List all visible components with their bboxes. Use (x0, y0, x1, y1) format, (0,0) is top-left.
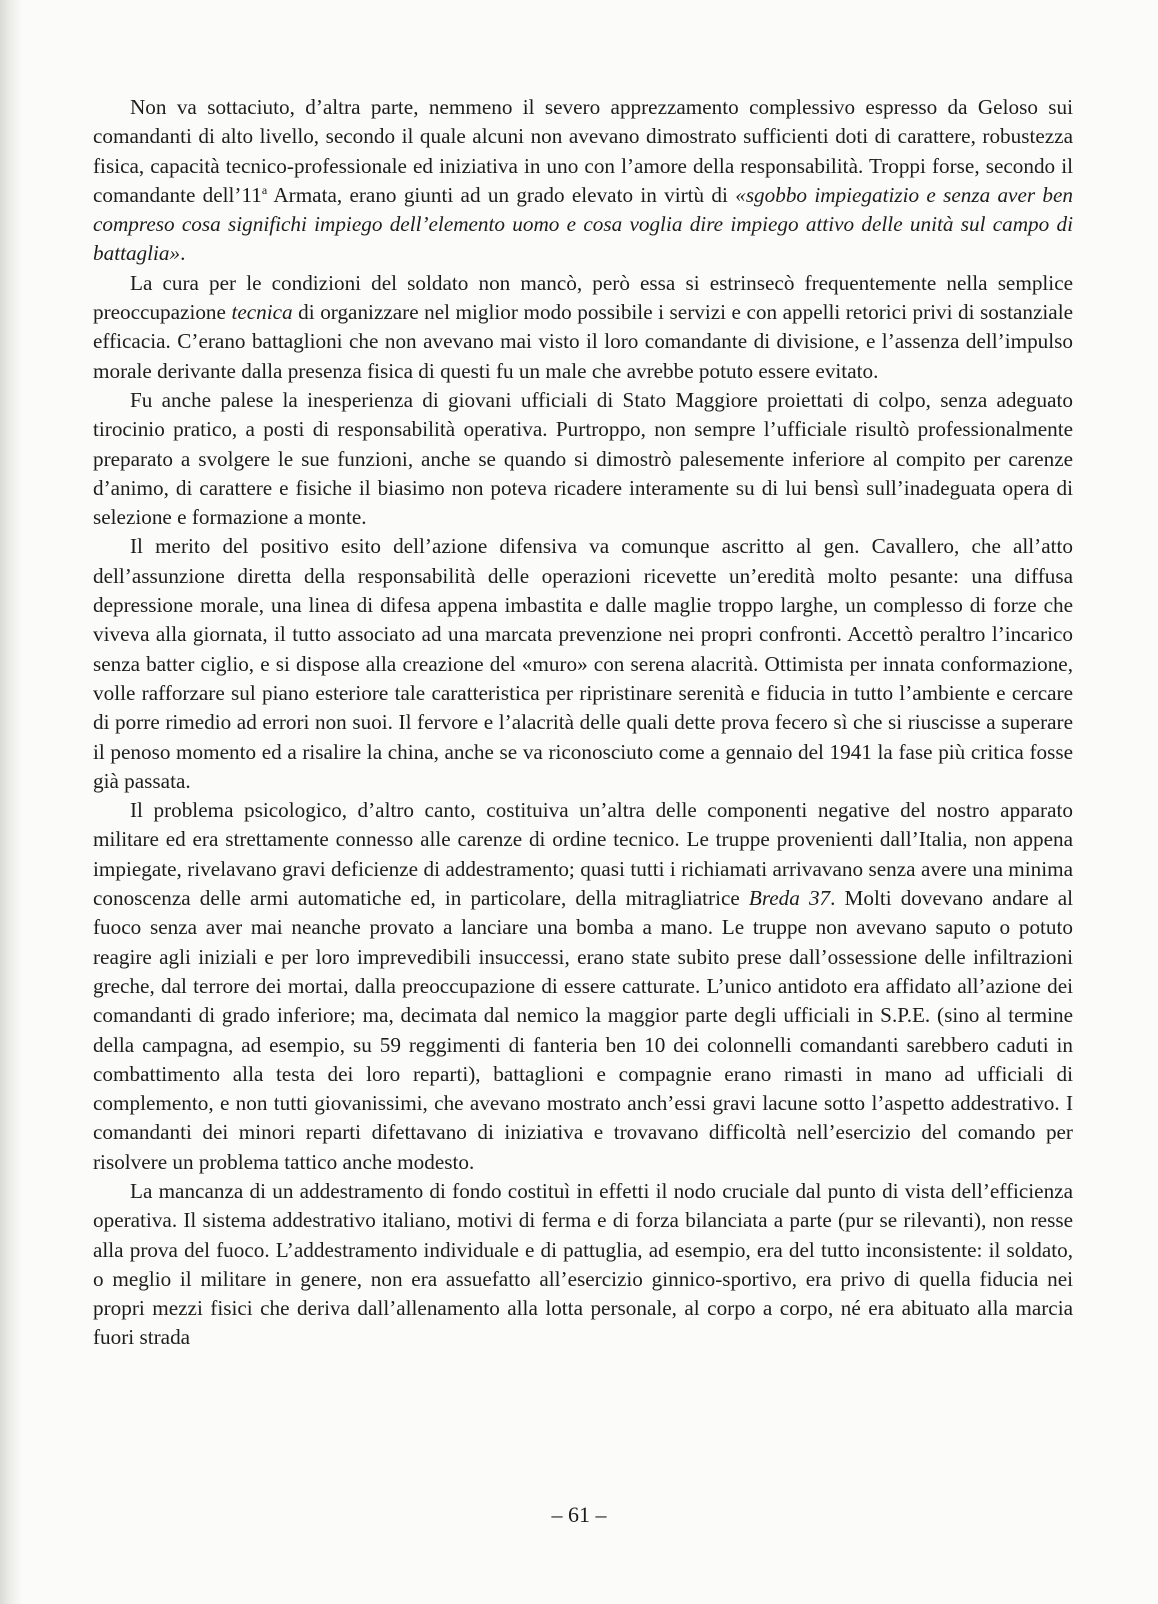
text-run: . (180, 241, 186, 266)
text-run: . Molti dovevano andare al fuoco senza aver mai neanche provato a lanciare una bomba a mano. Le truppe non avevano saputo o potuto reagire agli iniziali e per loro imprevedibili insuccessi, erano state subito prese dall’ossessione delle infiltrazioni greche, dal terrore dei mortai, dalla preoccupazione di essere catturate. L’unico antidoto era affidato all’azione dei comandanti di grado inferiore; ma, decimata dal nemico la maggior parte degli ufficiali in S.P.E. (sino al termine della campagna, ad esempio, su 59 reggimenti di fanteria ben 10 dei colonnelli comandanti sarebbero caduti in combattimento alla testa dei loro reparti), battaglioni e compagnie erano rimasti in mano ad ufficiali di complemento, e non tutti giovanissimi, che avevano mostrato anch’essi gravi lacune sotto l’aspetto addestrativo. I comandanti dei minori reparti difettavano di iniziativa e trovavano difficoltà nell’esercizio del comando per risolvere un problema tattico anche modesto. (93, 886, 1073, 1174)
paragraph (93, 93, 1073, 269)
italic-term: Breda 37 (748, 886, 831, 911)
binding-gutter-shadow (0, 0, 22, 1604)
paragraph (93, 269, 1073, 386)
text-run: Armata, erano giunti ad un grado elevato in virtù di (267, 182, 736, 207)
text-run: Il problema psicologico, d’altro canto, costituiva un’altra delle componenti negative del nostro apparato militare ed era strettamente connesso alle carenze di ordine tecnico. Le truppe provenienti dall’Italia, non appena impiegate, rivelavano gravi deficienze di addestramento; quasi tutti i richiamati arrivavano senza avere una minima conoscenza delle armi automatiche ed, in particolare, della mitragliatrice (93, 798, 1073, 911)
text-run: Fu anche palese la inesperienza di giovani ufficiali di Stato Maggiore proiettati di colpo, senza adeguato tirocinio pratico, a posti di responsabilità operativa. Purtroppo, non sempre l’ufficiale risultò professionalmente preparato a svolgere le sue funzioni, anche se quando si dimostrò palesemente inferiore al compito per carenze d’animo, di carattere e fisiche il biasimo non poteva ricadere interamente su di lui bensì sull’inadeguata opera di selezione e formazione a monte. (93, 387, 1073, 530)
paragraph (93, 386, 1073, 532)
paragraph (93, 532, 1073, 796)
text-run: di organizzare nel miglior modo possibile i servizi e con appelli retorici privi di sostanziale efficacia. C’erano battaglioni che non avevano mai visto il loro comandante di divisione, e l’assenza dell’impulso morale derivante dalla presenza fisica di questi fu un male che avrebbe potuto essere evitato. (93, 300, 1073, 383)
page-number: – 61 – (551, 1502, 607, 1527)
paragraph (93, 1177, 1073, 1353)
text-run: La mancanza di un addestramento di fondo costituì in effetti il nodo cruciale dal punto di vista dell’efficienza operativa. Il sistema addestrativo italiano, motivi di ferma e di forza bilanciata a parte (pur se rilevanti), non resse alla prova del fuoco. L’addestramento individuale e di pattuglia, ad esempio, era del tutto inconsistente: il soldato, o meglio il militare in genere, non era assuefatto all’esercizio ginnico-sportivo, era privo di quella fiducia nei propri mezzi fisici che deriva dall’allenamento alla lotta personale, al corpo a corpo, né era abituato alla marcia fuori strada (93, 1178, 1073, 1350)
italic-quote: «sgobbo impiegatizio e senza aver ben compreso cosa significhi impiego dell’elemento uomo e cosa voglia dire impiego attivo delle unità sul campo di battaglia» (93, 182, 1073, 266)
text-run: La cura per le condizioni del soldato non mancò, però essa si estrinsecò frequentemente nella semplice preoccupazione (93, 270, 1073, 325)
paragraph (93, 796, 1073, 1177)
text-run: Il merito del positivo esito dell’azione difensiva va comunque ascritto al gen. Cavallero, che all’atto dell’assunzione diretta della responsabilità delle operazioni ricevette un’eredità molto pesante: una diffusa depressione morale, una linea di difesa appena imbastita e dalle maglie troppo larghe, un complesso di forze che viveva alla giornata, il tutto associato ad una marcata prevenzione nei propri confronti. Accettò peraltro l’incarico senza batter ciglio, e si dispose alla creazione del «muro» con serena alacrità. Ottimista per innata conformazione, volle rafforzare sul piano esteriore tale caratteristica per ripristinare serenità e fiducia in tutto l’ambiente e cercare di porre rimedio ad errori non suoi. Il fervore e l’alacrità delle quali dette prova fecero sì che si riuscisse a superare il penoso momento ed a risalire la china, anche se va riconosciuto come a gennaio del 1941 la fase più critica fosse già passata. (93, 534, 1073, 793)
body-text (93, 93, 1073, 1353)
italic-term: tecnica (231, 300, 293, 325)
superscript: a (261, 182, 268, 197)
text-run: Non va sottaciuto, d’altra parte, nemmeno il severo apprezzamento complessivo espresso da Geloso sui comandanti di alto livello, secondo il quale alcuni non avevano dimostrato sufficienti doti di carattere, robustezza fisica, capacità tecnico-professionale ed iniziativa in uno con l’amore della responsabilità. Troppi forse, secondo il comandante dell’11 (93, 95, 1073, 207)
